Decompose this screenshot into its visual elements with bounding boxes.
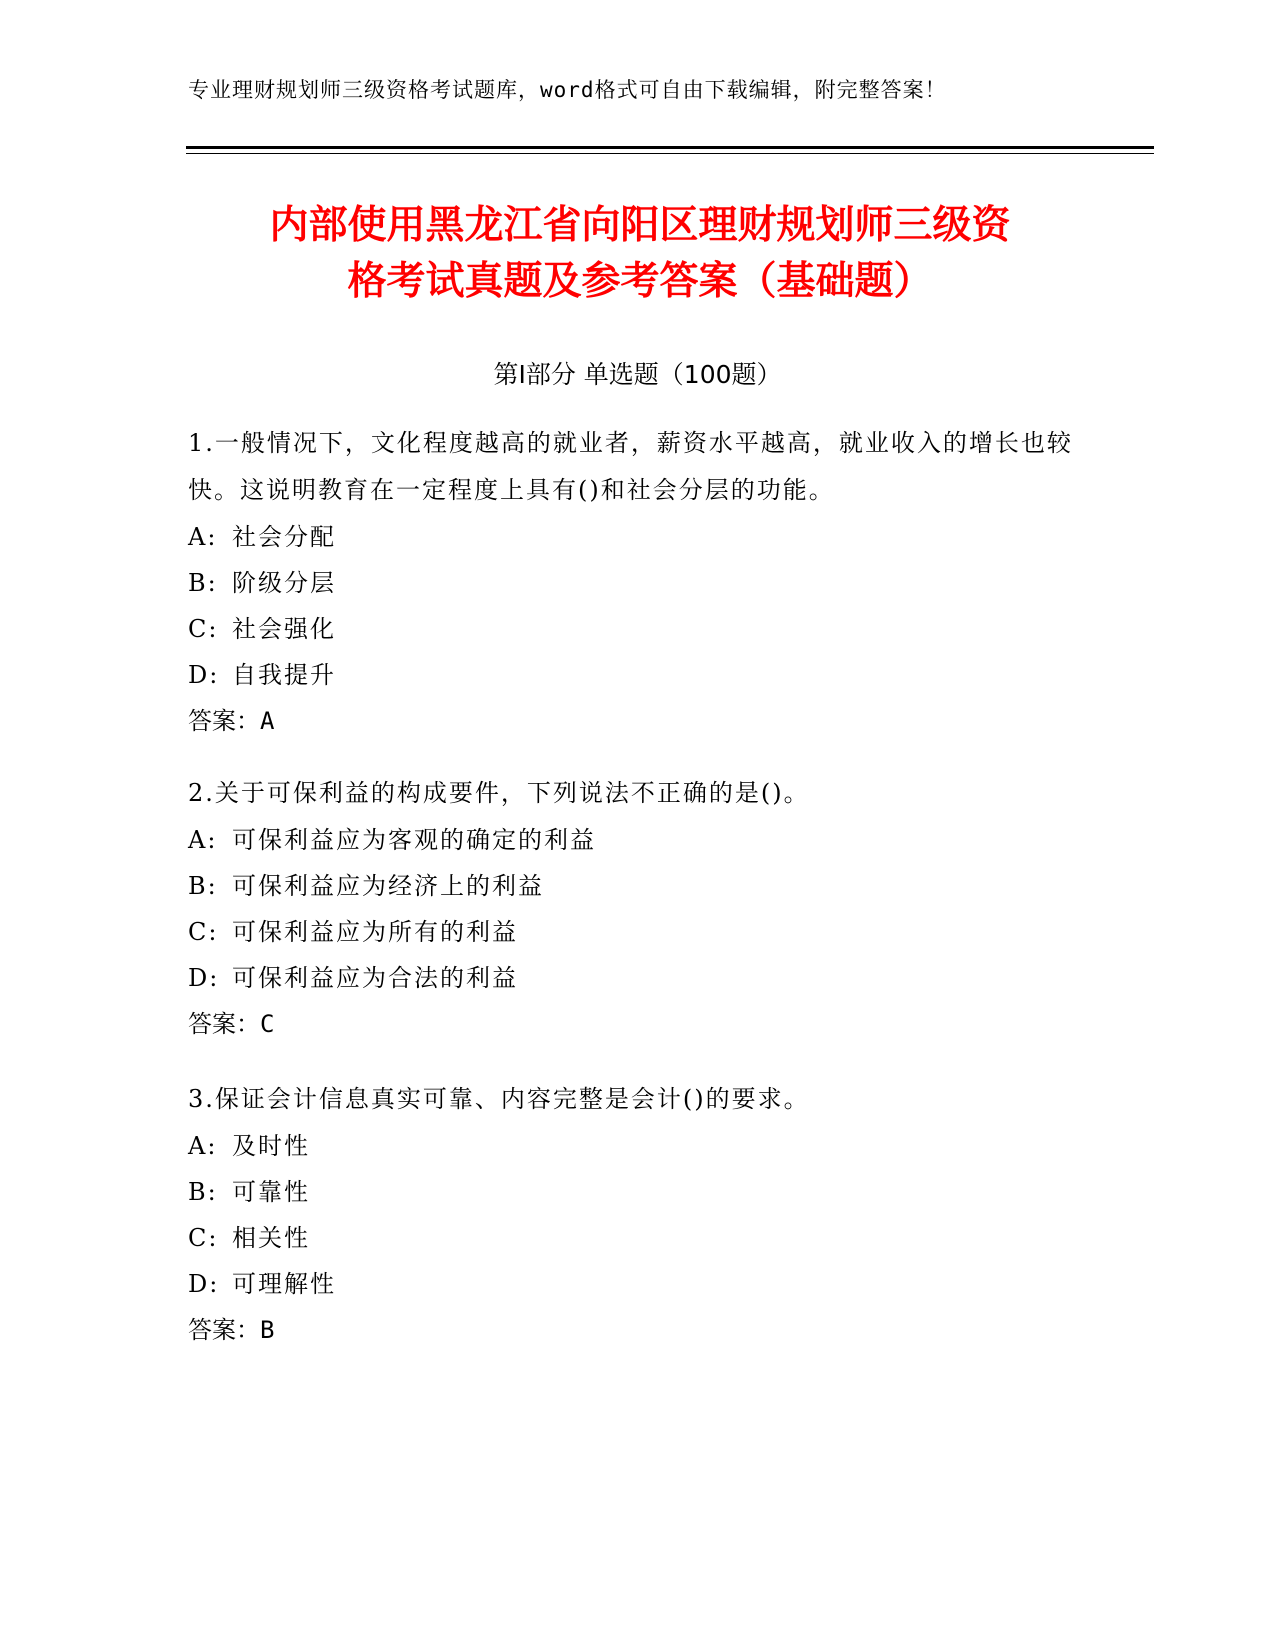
option-a <box>188 514 1078 560</box>
option-c <box>188 909 1078 955</box>
option-text: 社会强化 <box>232 615 336 643</box>
option-text: 自我提升 <box>232 661 336 689</box>
option-d <box>188 955 1078 1001</box>
option-letter: B: <box>188 569 218 597</box>
option-text: 社会分配 <box>232 523 336 551</box>
option-c <box>188 606 1078 652</box>
answer-label: 答案： <box>188 1316 260 1344</box>
header-note: 专业理财规划师三级资格考试题库，word格式可自由下载编辑，附完整答案！ <box>188 78 947 102</box>
option-d <box>188 652 1078 698</box>
option-b <box>188 560 1078 606</box>
answer-line <box>188 1001 1078 1047</box>
option-letter: B: <box>188 872 218 900</box>
option-b <box>188 1169 1078 1215</box>
question-2 <box>188 770 1078 1047</box>
question-stem: 1.一般情况下，文化程度越高的就业者，薪资水平越高，就业收入的增长也较快。这说明教育在一定程度上具有()和社会分层的功能。 <box>188 429 1073 504</box>
option-c <box>188 1215 1078 1261</box>
option-text: 可保利益应为经济上的利益 <box>232 872 544 900</box>
question-stem: 3.保证会计信息真实可靠、内容完整是会计()的要求。 <box>188 1085 810 1113</box>
option-text: 可保利益应为合法的利益 <box>232 964 518 992</box>
answer-value: C <box>260 1010 275 1038</box>
option-letter: D: <box>188 964 220 992</box>
option-letter: C: <box>188 918 219 946</box>
option-text: 阶级分层 <box>232 569 336 597</box>
question-3 <box>188 1076 1078 1353</box>
document-title <box>150 198 1130 310</box>
answer-label: 答案： <box>188 707 260 735</box>
answer-line <box>188 1307 1078 1353</box>
answer-label: 答案： <box>188 1010 260 1038</box>
option-letter: D: <box>188 661 220 689</box>
answer-value: B <box>260 1316 275 1344</box>
option-text: 及时性 <box>232 1132 310 1160</box>
option-a <box>188 1123 1078 1169</box>
title-line-1: 内部使用黑龙江省向阳区理财规划师三级资 <box>269 203 1011 248</box>
title-line-2: 格考试真题及参考答案（基础题） <box>347 259 933 304</box>
option-d <box>188 1261 1078 1307</box>
header-rule-thick <box>186 146 1154 149</box>
option-letter: A: <box>188 1132 218 1160</box>
question-1 <box>188 420 1078 744</box>
option-text: 可保利益应为所有的利益 <box>232 918 518 946</box>
question-stem: 2.关于可保利益的构成要件，下列说法不正确的是()。 <box>188 779 810 807</box>
option-text: 可靠性 <box>232 1178 310 1206</box>
option-a <box>188 817 1078 863</box>
answer-value: A <box>260 707 275 735</box>
option-letter: C: <box>188 615 219 643</box>
option-text: 可保利益应为客观的确定的利益 <box>232 826 596 854</box>
option-letter: A: <box>188 523 218 551</box>
header-rule-thin <box>186 153 1154 154</box>
option-text: 可理解性 <box>232 1270 336 1298</box>
option-b <box>188 863 1078 909</box>
option-letter: D: <box>188 1270 220 1298</box>
section-title: 第Ⅰ部分 单选题（100题） <box>493 360 782 389</box>
option-letter: C: <box>188 1224 219 1252</box>
option-letter: A: <box>188 826 218 854</box>
option-letter: B: <box>188 1178 218 1206</box>
option-text: 相关性 <box>232 1224 310 1252</box>
answer-line <box>188 698 1078 744</box>
